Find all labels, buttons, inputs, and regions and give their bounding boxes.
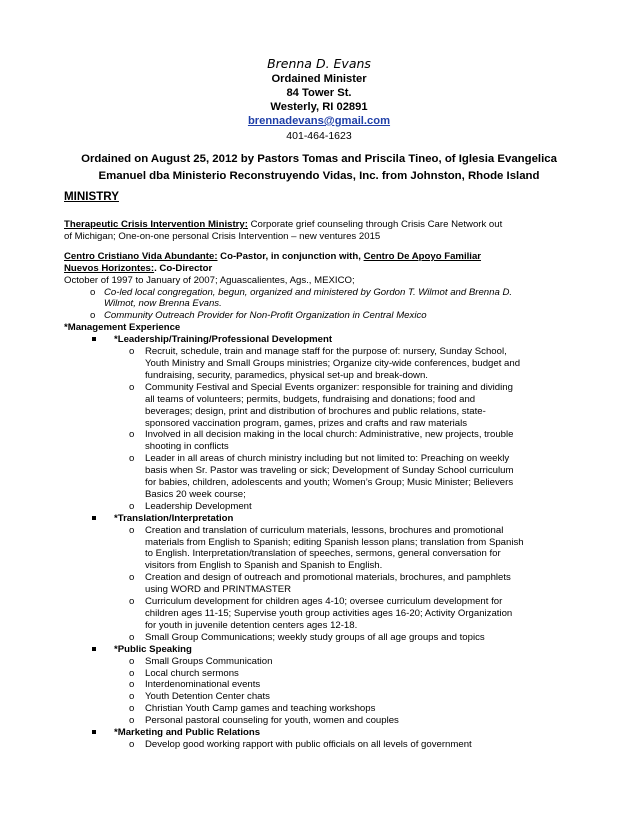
- list-item: o Recruit, schedule, train and manage staff for the purpose of: nursery, Sunday School, Youth Ministry and Small Groups ministries; Organize city-wide conferences, budget and fundraising, security, paramedics, physical set-up and break-down.: [129, 346, 521, 381]
- centro-dates: October of 1997 to January of 2007; Aguascalientes, Ags., MEXICO;: [64, 274, 355, 286]
- list-item: o Community Outreach Provider for Non-Profit Organization in Central Mexico: [90, 310, 427, 322]
- list-item: o Community Festival and Special Events organizer: responsible for training and dividing all teams of volunteers; permits, budgets, fundraising and donations; food and beverages; design, print and distribution of brochures and public relations, state- sponsored vaccination program, games, prizes and crafts and raw materials: [129, 381, 513, 429]
- circle-bullet-icon: o: [129, 691, 135, 703]
- category-heading: *Marketing and Public Relations: [64, 727, 574, 739]
- list-item: o Small Groups Communication: [129, 655, 273, 667]
- centro-line-2: Nuevos Horizontes:. Co-Director: [64, 262, 213, 274]
- circle-bullet-icon: o: [129, 655, 135, 667]
- circle-bullet-icon: o: [129, 738, 135, 750]
- list-item: o Leadership Development: [129, 500, 252, 512]
- list-item: o Creation and translation of curriculum materials, lessons, brochures and promotional materials from English to Spanish; editing Spanish lesson plans; translation from Spanish to English. Interpretation/translation of speeches, sermons, general conversation for visitors from English to Spanish and Spanish to English.: [129, 524, 524, 572]
- crisis-line-1: Therapeutic Crisis Intervention Ministry: Corporate grief counseling through Crisis Care Network out: [64, 219, 503, 230]
- circle-bullet-icon: o: [129, 703, 135, 715]
- crisis-line-2: of Michigan; One-on-one personal Crisis Intervention – new ventures 2015: [64, 230, 381, 242]
- square-bullet-icon: [92, 647, 96, 651]
- circle-bullet-icon: o: [129, 596, 135, 608]
- applicant-title: Ordained Minister: [271, 73, 367, 85]
- list-item: o Involved in all decision making in the local church: Administrative, new projects, trouble shooting in conflicts: [129, 429, 514, 453]
- list-item: o Co-led local congregation, begun, organized and ministered by Gordon T. Wilmot and Brenna D. Wilmot, now Brenna Evans.: [90, 286, 513, 310]
- email-link[interactable]: brennadevans@gmail.com: [247, 115, 391, 127]
- category-list: [64, 334, 574, 751]
- list-item: o Leader in all areas of church ministry including but not limited to: Preaching on weekly basis when Sr. Pastor was traveling or sick; Development of Sunday School curriculum for babies, children, adolescents and youth; Women’s Group; Music Minister; Believers Basics 20 week course;: [129, 453, 514, 500]
- document-body: [64, 219, 574, 751]
- list-item: o Interdenominational events: [129, 679, 261, 691]
- list-item: o Develop good working rapport with public officials on all levels of government: [129, 738, 472, 750]
- ordination-statement: Ordained on August 25, 2012 by Pastors Tomas and Priscila Tineo, of Iglesia Evangelica Emanuel dba Ministerio Reconstruyendo Vidas, Inc. from Johnston, Rhode Island: [81, 153, 557, 182]
- applicant-name: Brenna D. Evans: [267, 56, 371, 71]
- phone-number: 401-464-1623: [286, 130, 352, 142]
- circle-bullet-icon: o: [129, 572, 135, 584]
- section-title: MINISTRY: [64, 190, 119, 203]
- circle-bullet-icon: o: [129, 453, 135, 465]
- list-item: o Small Group Communications; weekly study groups of all age groups and topics: [129, 631, 485, 643]
- circle-bullet-icon: o: [129, 524, 135, 536]
- circle-bullet-icon: o: [129, 679, 135, 691]
- category-heading: *Public Speaking: [64, 644, 574, 656]
- circle-bullet-icon: o: [129, 429, 135, 441]
- circle-bullet-icon: o: [129, 667, 135, 679]
- square-bullet-icon: [92, 730, 96, 734]
- circle-bullet-icon: o: [129, 715, 135, 727]
- list-item: o Youth Detention Center chats: [129, 691, 270, 703]
- circle-bullet-icon: o: [129, 346, 135, 358]
- list-item: o Local church sermons: [129, 667, 239, 679]
- category-heading: *Translation/Interpretation: [64, 513, 574, 525]
- square-bullet-icon: [92, 516, 96, 520]
- circle-bullet-icon: o: [129, 500, 135, 512]
- list-item: o Personal pastoral counseling for youth, women and couples: [129, 715, 399, 727]
- circle-bullet-icon: o: [129, 381, 135, 393]
- list-item: o Creation and design of outreach and promotional materials, brochures, and pamphlets using WORD and PRINTMASTER: [129, 572, 511, 596]
- circle-bullet-icon: o: [129, 631, 135, 643]
- crisis-heading: Therapeutic Crisis Intervention Ministry:: [64, 219, 248, 230]
- category-heading: *Leadership/Training/Professional Development: [64, 334, 574, 346]
- list-item: o Christian Youth Camp games and teaching workshops: [129, 703, 376, 715]
- centro-line-1: Centro Cristiano Vida Abundante: Co-Pastor, in conjunction with, Centro De Apoyo Familiar: [64, 250, 482, 262]
- square-bullet-icon: [92, 337, 96, 341]
- address-street: 84 Tower St.: [286, 87, 352, 99]
- address-city: Westerly, RI 02891: [270, 101, 368, 113]
- management-heading: *Management Experience: [64, 322, 181, 334]
- list-item: o Curriculum development for children ages 4-10; oversee curriculum development for children ages 11-15; Supervise youth group activities ages 16-20; Activity Organization for youth in juvenile detention centers ages 12-18.: [129, 596, 513, 631]
